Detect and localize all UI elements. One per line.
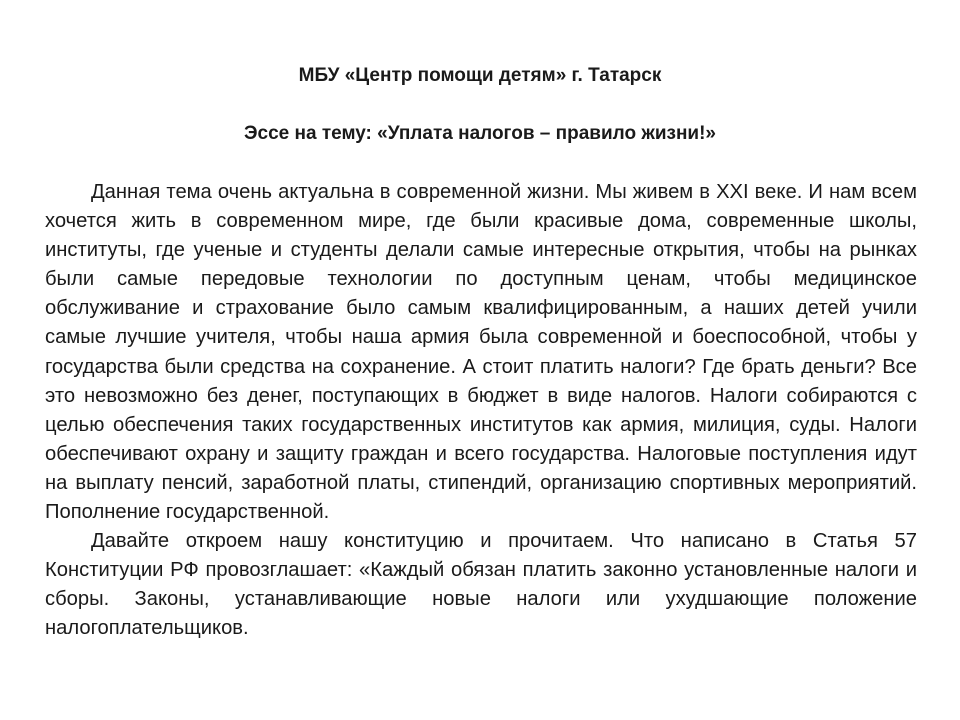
organization-title: МБУ «Центр помощи детям» г. Татарск — [298, 65, 662, 86]
paragraph-1: Данная тема очень актуальна в современной жизни. Мы живем в XXI веке. И нам всем хочется жить в современном мире, где были красивые дома, современные школы, институты, где ученые и студенты делали самые интересные открытия, чтобы на рынках были самые передовые технологии по доступным ценам, чтобы медицинское обслуживание и страхование было самым квалифицированным, а наших детей учили самые лучшие учителя, чтобы наша армия была современной и боеспособной, чтобы у государства были средства на сохранение. А стоит платить налоги? Где брать деньги? Все это невозможно без денег, поступающих в бюджет в виде налогов. Налоги собираются с целью обеспечения таких государственных институтов как армия, милиция, суды. Налоги обеспечивают охрану и защиту граждан и всего государства. Налоговые поступления идут на выплату пенсий, заработной платы, стипендий, организацию спортивных мероприятий. Пополнение государственной. — [45, 181, 917, 524]
paragraph-2: Давайте откроем нашу конституцию и прочитаем. Что написано в Статья 57 Конституции РФ провозглашает: «Каждый обязан платить законно установленные налоги и сборы. Законы, устанавливающие новые налоги или ухудшающие положение налогоплательщиков. — [45, 530, 917, 640]
essay-body — [45, 178, 917, 644]
essay-title: Эссе на тему: «Уплата налогов – правило жизни!» — [244, 123, 716, 144]
